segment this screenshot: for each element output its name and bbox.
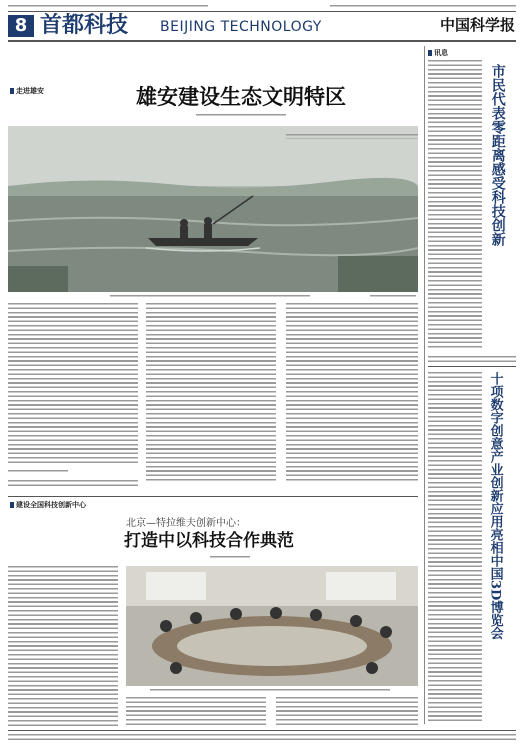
- photo-credit-top: [370, 295, 416, 298]
- section-title-en: BEIJING TECHNOLOGY: [160, 19, 322, 35]
- main-article-col-2: [146, 303, 276, 483]
- second-byline: [210, 556, 250, 559]
- right-column-divider-middle: [428, 366, 516, 367]
- right-headline-top: 市民代表零距离感受科技创新: [489, 64, 506, 246]
- second-article-col-1: [8, 566, 118, 726]
- section-tag-innovation-center: 建设全国科技创新中心: [10, 500, 86, 510]
- header-top-rule: [8, 11, 516, 12]
- conference-room-photo: [126, 566, 418, 686]
- page-number-box: 8: [8, 15, 34, 37]
- right-headline-bottom: 十项数字创意产业创新应用亮相中国3D博览会: [487, 372, 503, 640]
- header-meta-text: [8, 5, 208, 8]
- section-tag-xiongan: 走进雄安: [10, 86, 44, 96]
- masthead-logo: 中国科学报: [440, 16, 516, 34]
- header-date-text: [330, 5, 516, 8]
- section-title-cn: 首都科技: [40, 13, 129, 38]
- second-headline: 打造中以科技合作典范: [124, 531, 294, 551]
- main-byline: [196, 114, 286, 117]
- right-article-1-tail: [428, 356, 516, 362]
- second-article-col-2: [126, 697, 266, 727]
- footer-rule: [8, 730, 516, 731]
- photo-scene: [8, 126, 418, 292]
- boat-on-lake-photo: [8, 126, 418, 292]
- main-article-col-1-subhead: [8, 470, 68, 474]
- photo-scene-conference: [126, 566, 418, 686]
- photo-caption-top: [110, 295, 310, 298]
- second-article-col-3: [276, 697, 418, 727]
- main-headline: 雄安建设生态文明特区: [136, 84, 346, 109]
- second-headline-kicker: 北京—特拉维夫创新中心：: [126, 518, 246, 529]
- right-article-2-text: [428, 372, 482, 722]
- main-article-col-3b: [286, 303, 418, 483]
- section-divider-middle: [8, 496, 418, 497]
- main-article-col-1: [8, 303, 138, 463]
- right-column-divider: [424, 46, 425, 724]
- right-article-1-text: [428, 60, 482, 350]
- photo-caption-bottom: [150, 689, 390, 692]
- main-article-col-3: [286, 134, 418, 139]
- main-article-col-1b: [8, 480, 138, 488]
- section-tag-news: 讯息: [428, 48, 448, 58]
- header-bottom-rule: [8, 40, 516, 42]
- footer-text: [8, 734, 516, 742]
